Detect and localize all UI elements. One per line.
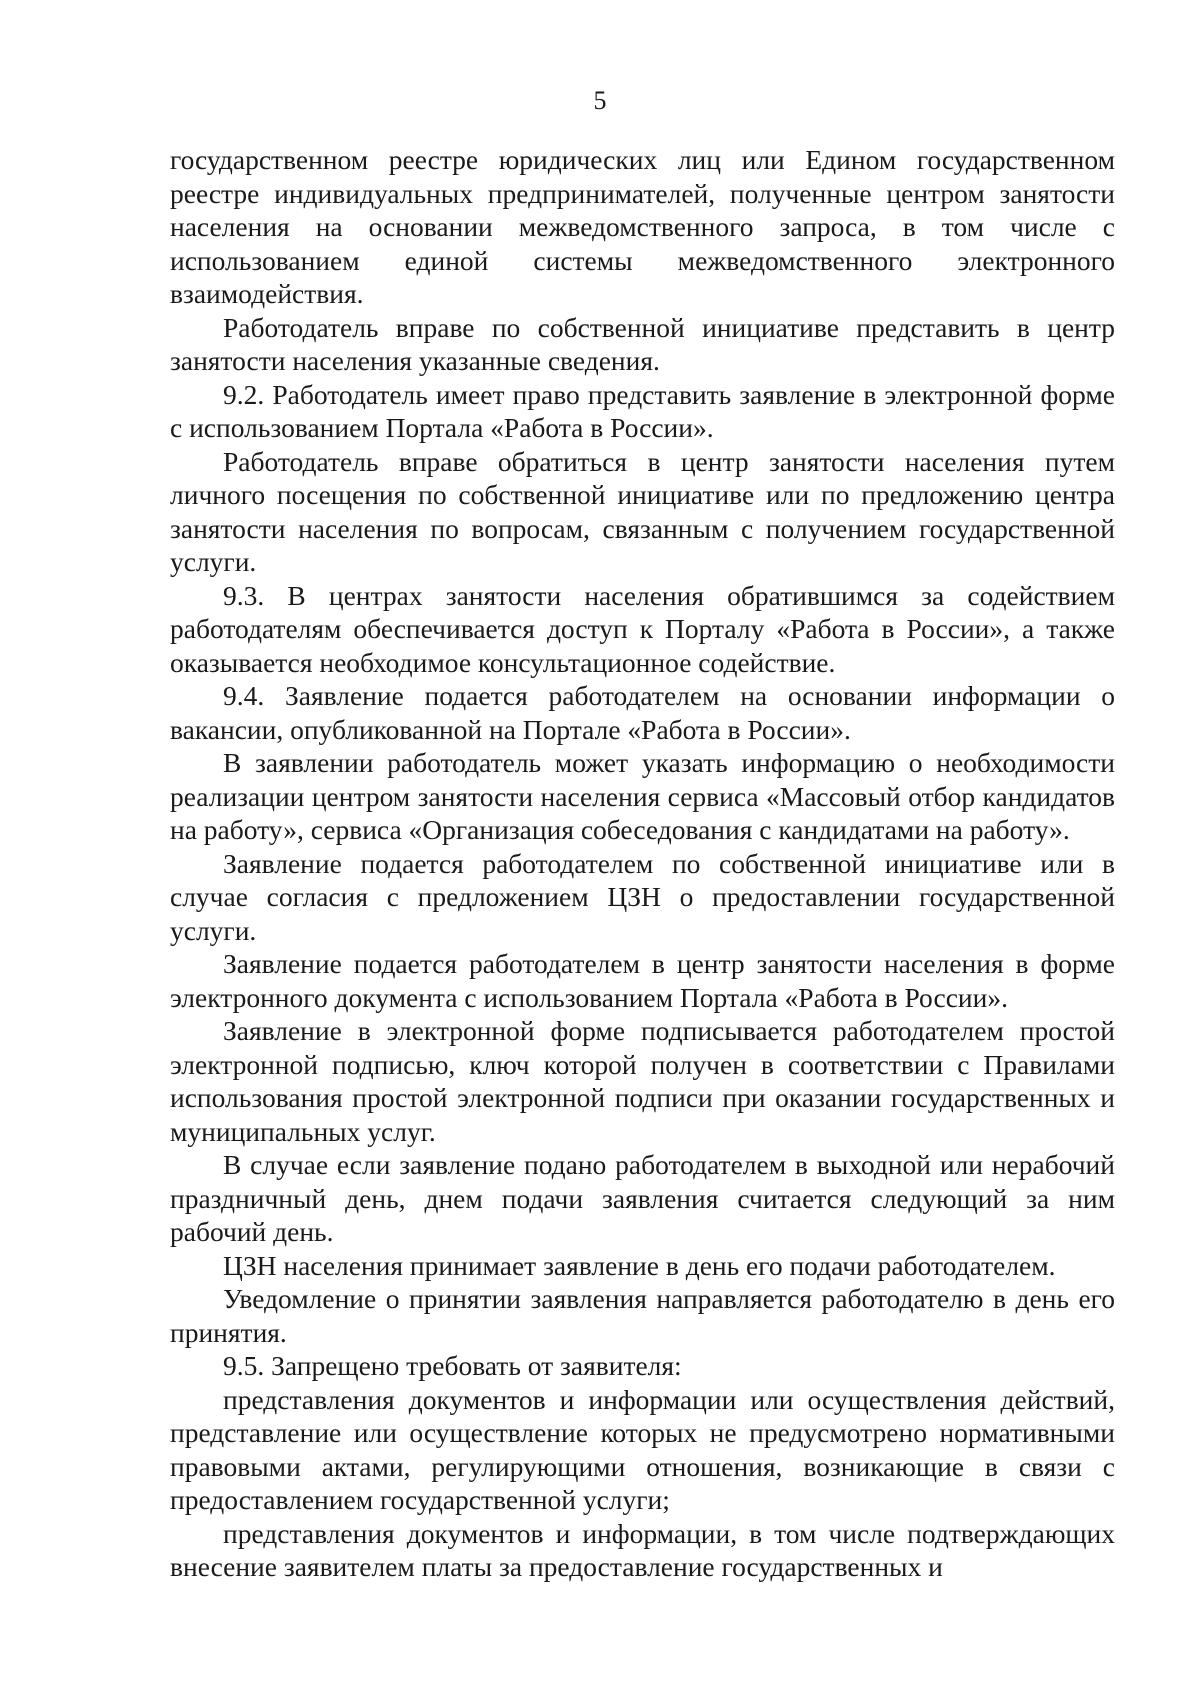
paragraph: Заявление подается работодателем по собственной инициативе или в случае согласия с предложением ЦЗН о предоставлении государственной услуги.: [170, 847, 1115, 946]
paragraph: Работодатель вправе обратиться в центр занятости населения путем личного посещения по собственной инициативе или по предложению центра занятости населения по вопросам, связанным с получением государственной услуги.: [170, 445, 1115, 577]
paragraph: Работодатель вправе по собственной инициативе представить в центр занятости населения указанные сведения.: [170, 311, 1115, 376]
paragraph: Уведомление о принятии заявления направляется работодателю в день его принятия.: [170, 1283, 1115, 1348]
paragraph-continuation: государственном реестре юридических лиц или Едином государственном реестре индивидуальных предпринимателей, полученные центром занятости населения на основании межведомственного запроса, в том числе с использованием единой системы межведомственного электронного взаимодействия.: [170, 144, 1115, 309]
paragraph-9-2: 9.2. Работодатель имеет право представить заявление в электронной форме с использованием Портала «Работа в России».: [170, 378, 1115, 443]
document-body: [170, 143, 1115, 1584]
paragraph: В заявлении работодатель может указать информацию о необходимости реализации центром занятости населения сервиса «Массовый отбор кандидатов на работу», сервиса «Организация собеседования с кандидатами на работу».: [170, 747, 1115, 845]
paragraph: представления документов и информации, в том числе подтверждающих внесение заявителем платы за предоставление государственных и: [170, 1517, 1115, 1582]
paragraph: представления документов и информации или осуществления действий, представление или осуществление которых не предусмотрено нормативными правовыми актами, регулирующими отношения, возникающие в связи с предоставлением государственной услуги;: [170, 1383, 1115, 1515]
paragraph-9-3: 9.3. В центрах занятости населения обратившимся за содействием работодателям обеспечивается доступ к Порталу «Работа в России», а также оказывается необходимое консультационное содействие.: [170, 579, 1115, 678]
paragraph: В случае если заявление подано работодателем в выходной или нерабочий праздничный день, днем подачи заявления считается следующий за ним рабочий день.: [170, 1149, 1115, 1247]
paragraph-9-5: 9.5. Запрещено требовать от заявителя:: [223, 1350, 682, 1381]
paragraph: Заявление в электронной форме подписывается работодателем простой электронной подписью, ключ которой получен в соответствии с Правилами использования простой электронной подписи при оказании государственных и муниципальных услуг.: [170, 1015, 1115, 1147]
paragraph-9-4: 9.4. Заявление подается работодателем на основании информации о вакансии, опубликованной на Портале «Работа в России».: [170, 680, 1115, 745]
paragraph: Заявление подается работодателем в центр занятости населения в форме электронного документа с использованием Портала «Работа в России».: [170, 948, 1115, 1013]
paragraph: ЦЗН населения принимает заявление в день его подачи работодателем.: [223, 1249, 1056, 1281]
page-number: 5: [593, 86, 607, 115]
